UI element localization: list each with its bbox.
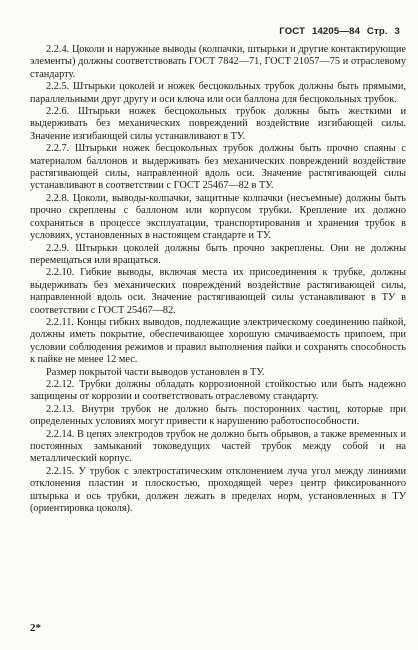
paragraph-2-2-10: 2.2.10. Гибкие выводы, включая места их присоединения к трубке, должны выдерживать без механических повреждений воздействие растягивающей силы, направленной вдоль оси. Значение растягивающей силы устанавливают в ТУ в соответствии с ГОСТ 25467—82.: [30, 267, 406, 316]
standard-label: ГОСТ: [279, 26, 306, 37]
signature-mark: 2*: [30, 622, 41, 634]
page-label: Стр.: [366, 26, 388, 37]
paragraph-2-2-4: 2.2.4. Цоколи и наружные выводы (колпачки, штырьки и другие контактирующие элементы) должны соответствовать ГОСТ 7842—71, ГОСТ 21057—75 и отраслевому стандарту.: [30, 44, 406, 80]
paragraph-coating-size: Размер покрытой части выводов установлен в ТУ.: [46, 366, 265, 378]
paragraph-2-2-11: 2.2.11. Концы гибких выводов, подлежащие электрическому соединению пайкой, должны иметь покрытие, обеспечивающее хорошую смачиваемость припоем, при условии соблюдения режимов и правил выполнения пайки и сохранять способность к пайке не менее 12 мес.: [30, 316, 406, 366]
paragraph-2-2-12: 2.2.12. Трубки должны обладать коррозионной стойкостью или быть надежно защищены от коррозии и соответствовать отраслевому стандарту.: [30, 378, 406, 403]
paragraph-2-2-13: 2.2.13. Внутри трубок не должно быть посторонних частиц, которые при определенных условиях могут привести к нарушению работоспособности.: [30, 403, 406, 428]
page-number: 3: [394, 26, 400, 37]
paragraph-2-2-9: 2.2.9. Штырьки цоколей должны быть прочно закреплены. Они не должны перемещаться или вращаться.: [30, 242, 406, 266]
paragraph-2-2-8: 2.2.8. Цоколи, выводы-колпачки, защитные колпачки (несъемные) должны быть прочно скреплены с баллоном или корпусом трубки. Крепление их должно сохраняться в процессе эксплуатации, транспортирования и хранения трубок в условиях, установленных в настоящем стандарте и ТУ.: [30, 192, 406, 242]
standard-number: 14205—84: [311, 26, 361, 37]
paragraph-2-2-6: 2.2.6. Штырьки ножек бесцокольных трубок должны быть жесткими и выдерживать без механических повреждений воздействие изгибающей силы. Значение изгибающей силы устанавливают в ТУ.: [30, 106, 406, 142]
paragraph-2-2-15: 2.2.15. У трубок с электростатическим отклонением луча угол между линиями отклонения пластин и плоскостью, проходящей через центр фиксированного штырька и ось трубки, должен лежать в пределах норм, установленных в ТУ (ориентировка цоколя).: [30, 465, 406, 515]
document-body: [30, 44, 406, 515]
page-header: [275, 26, 400, 37]
paragraph-2-2-7: 2.2.7. Штырьки ножек бесцокольных трубок должны быть прочно спаяны с материалом баллонов и выдерживать без механических повреждений воздействие растягивающей силы, направленной вдоль оси. Значение растягивающей силы устанавливают в соответствии с ГОСТ 25467—82 в ТУ.: [30, 143, 406, 192]
paragraph-2-2-14: 2.2.14. В цепях электродов трубок не должно быть обрывов, а также временных и постоянных замыканий токоведущих частей трубок между собой и на металлический корпус.: [30, 428, 406, 465]
paragraph-2-2-5: 2.2.5. Штырьки цоколей и ножек бесцокольных трубок должны быть прямыми, параллельными друг другу и оси ключа или оси баллона для бесцокольных трубок.: [30, 81, 406, 105]
